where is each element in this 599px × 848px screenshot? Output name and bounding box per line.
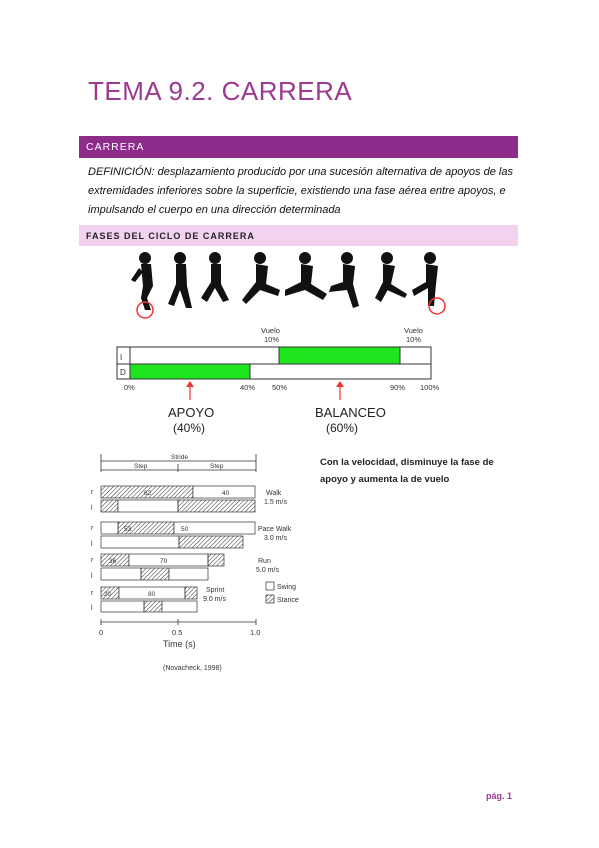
gait-legend xyxy=(266,582,299,604)
right-leg-stance xyxy=(130,364,250,379)
citation: (Novacheck, 1998) xyxy=(163,665,222,672)
apoyo-label: APOYO xyxy=(168,405,215,420)
svg-text:l: l xyxy=(91,605,93,612)
svg-text:1.5 m/s: 1.5 m/s xyxy=(264,499,287,506)
left-leg-stance xyxy=(279,347,400,364)
section-header-bar xyxy=(79,136,518,158)
svg-text:Stance: Stance xyxy=(277,597,299,604)
svg-text:l: l xyxy=(91,505,93,512)
gait-row-run xyxy=(91,554,279,580)
svg-text:62: 62 xyxy=(144,490,152,497)
running-sequence-illustration xyxy=(115,250,460,322)
svg-text:Run: Run xyxy=(258,558,271,565)
velocity-note: Con la velocidad, disminuye la fase de apoyo y aumenta la de vuelo xyxy=(320,457,494,485)
step-label: Step xyxy=(134,463,148,470)
apoyo-pct: (40%) xyxy=(173,421,206,435)
svg-text:80: 80 xyxy=(148,591,156,598)
svg-text:50: 50 xyxy=(181,526,189,533)
vuelo-pct: 10% xyxy=(406,335,422,344)
tick-label: 90% xyxy=(390,383,406,392)
vuelo-pct: 10% xyxy=(264,335,280,344)
svg-text:l: l xyxy=(91,541,93,548)
gait-cycle-chart xyxy=(86,450,316,675)
page-number: pág. 1 xyxy=(486,791,513,801)
runner-figure xyxy=(285,252,327,300)
subsection-header-label: FASES DEL CICLO DE CARRERA xyxy=(86,231,255,241)
runner-figure xyxy=(168,252,192,308)
svg-text:r: r xyxy=(91,590,94,597)
gait-row-pace-walk xyxy=(91,522,292,548)
runner-figure xyxy=(201,252,229,302)
svg-text:l: l xyxy=(91,573,93,580)
balanceo-label: BALANCEO xyxy=(315,405,386,420)
vuelo-label: Vuelo xyxy=(404,326,423,335)
svg-text:Walk: Walk xyxy=(266,490,282,497)
x-tick: 0 xyxy=(99,628,104,637)
runner-figure xyxy=(242,252,280,304)
svg-text:Swing: Swing xyxy=(277,584,297,591)
row-label: D xyxy=(120,368,126,377)
svg-text:40: 40 xyxy=(222,490,230,497)
phase-diagram xyxy=(112,325,452,437)
row-label: I xyxy=(120,353,123,362)
balanceo-pct: (60%) xyxy=(326,421,359,435)
x-tick: 0.5 xyxy=(172,628,183,637)
svg-text:r: r xyxy=(91,525,94,532)
svg-text:53: 53 xyxy=(124,526,132,533)
svg-text:20: 20 xyxy=(104,592,111,598)
gait-row-walk xyxy=(91,486,287,512)
svg-text:Sprint: Sprint xyxy=(206,587,225,594)
tick-label: 100% xyxy=(420,383,440,392)
gait-row-sprint xyxy=(91,587,226,612)
svg-text:r: r xyxy=(91,557,94,564)
svg-text:36: 36 xyxy=(109,558,117,565)
svg-text:3.0 m/s: 3.0 m/s xyxy=(264,535,287,542)
svg-text:70: 70 xyxy=(160,558,168,565)
tick-label: 40% xyxy=(240,383,256,392)
svg-text:5.0 m/s: 5.0 m/s xyxy=(256,567,279,574)
tick-label: 0% xyxy=(124,383,135,392)
svg-text:r: r xyxy=(91,489,94,496)
tick-label: 50% xyxy=(272,383,288,392)
definition-paragraph: DEFINICIÓN: desplazamiento producido por una sucesión alternativa de apoyos de las extremidades inferiores sobre la superficie, existiendo una fase aérea entre apoyos, e impulsando el cuerpo en una dirección determinada xyxy=(88,166,513,216)
page-title: TEMA 9.2. CARRERA xyxy=(88,76,353,106)
svg-text:9.0 m/s: 9.0 m/s xyxy=(203,596,226,603)
x-axis-label: Time (s) xyxy=(163,639,196,649)
runner-figure xyxy=(375,252,407,302)
section-header-label: CARRERA xyxy=(86,141,145,153)
runner-figure xyxy=(131,252,153,310)
step-label: Step xyxy=(210,463,224,470)
svg-text:Pace Walk: Pace Walk xyxy=(258,526,292,533)
runner-figure xyxy=(329,252,359,308)
vuelo-label: Vuelo xyxy=(261,326,280,335)
stride-label: Stride xyxy=(171,454,188,461)
x-tick: 1.0 xyxy=(250,628,261,637)
